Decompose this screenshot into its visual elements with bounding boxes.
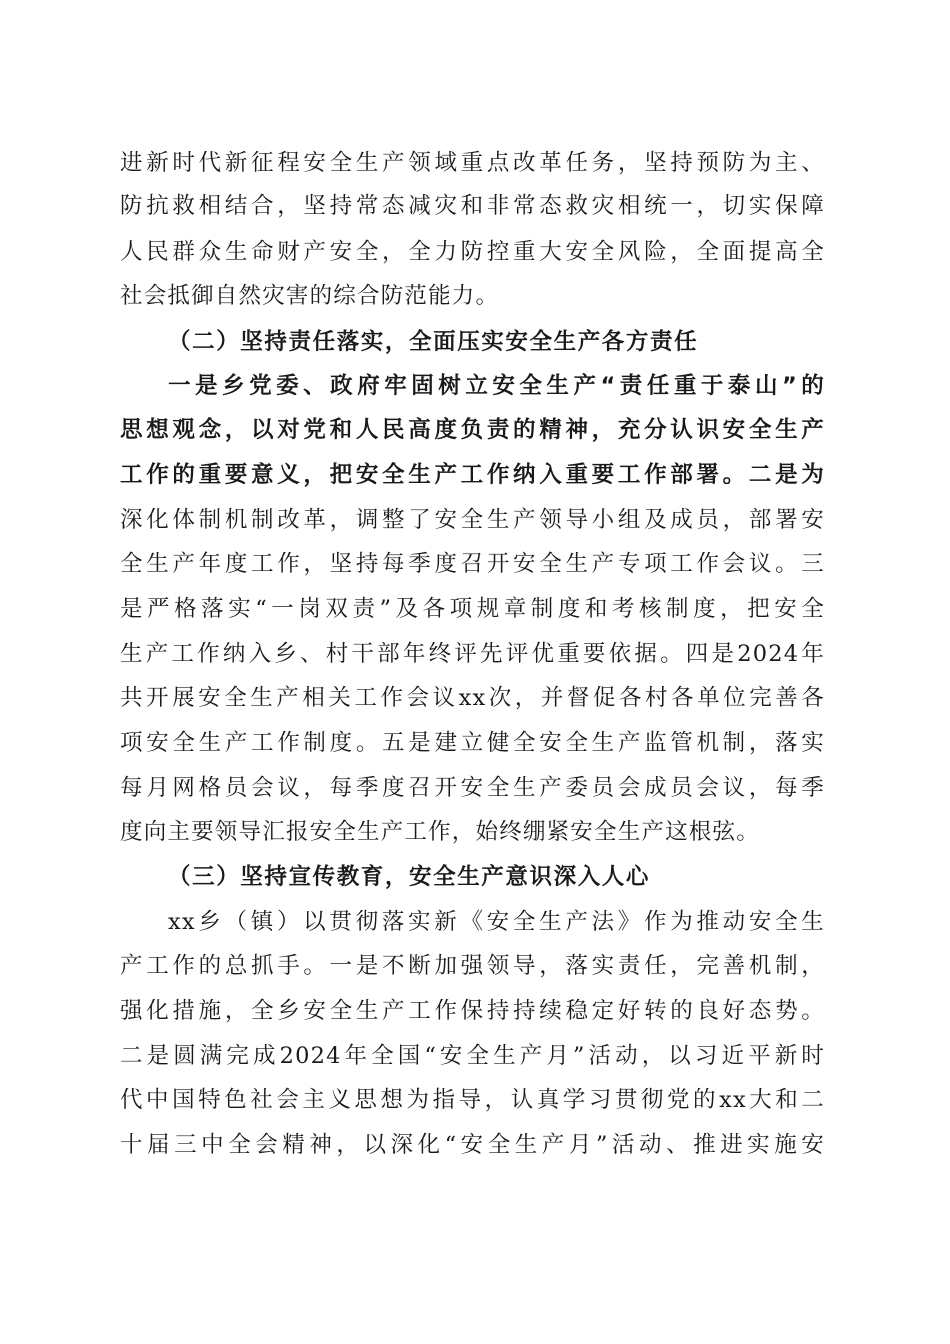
paragraph-2-line-2: 思想观念，以对党和人民高度负责的精神，充分认识安全生产 xyxy=(120,417,825,443)
paragraph-2-line-5: 全生产年度工作，坚持每季度召开安全生产专项工作会议。三 xyxy=(120,551,825,577)
paragraph-3-line-3: 强化措施，全乡安全生产工作保持持续稳定好转的良好态势。 xyxy=(120,998,825,1024)
paragraph-3-line-5: 代中国特色社会主义思想为指导，认真学习贯彻党的xx大和二 xyxy=(120,1087,825,1113)
paragraph-1-line-2: 防抗救相结合，坚持常态减灾和非常态救灾相统一，切实保障 xyxy=(120,193,825,219)
paragraph-2-line-3-bold: 工作的重要意义，把安全生产工作纳入重要工作部署。二是为 xyxy=(120,462,825,488)
section-heading-3: （三）坚持宣传教育，安全生产意识深入人心 xyxy=(168,864,651,890)
paragraph-3-line-4: 二是圆满完成2024年全国“安全生产月”活动，以习近平新时 xyxy=(120,1043,825,1069)
paragraph-2-line-7: 生产工作纳入乡、村干部年终评先评优重要依据。四是2024年 xyxy=(120,641,825,667)
section-heading-2: （二）坚持责任落实，全面压实安全生产各方责任 xyxy=(168,329,699,355)
paragraph-2-line-11: 度向主要领导汇报安全生产工作，始终绷紧安全生产这根弦。 xyxy=(120,819,760,845)
paragraph-2-line-4: 深化体制机制改革，调整了安全生产领导小组及成员，部署安 xyxy=(120,507,825,533)
paragraph-2-line-3 xyxy=(120,460,825,490)
paragraph-2-line-8: 共开展安全生产相关工作会议xx次，并督促各村各单位完善各 xyxy=(120,685,825,711)
paragraph-3-line-2: 产工作的总抓手。一是不断加强领导，落实责任，完善机制， xyxy=(120,953,825,979)
paragraph-2-line-6: 是严格落实“一岗双责”及各项规章制度和考核制度，把安全 xyxy=(120,596,825,622)
paragraph-1-line-4: 社会抵御自然灾害的综合防范能力。 xyxy=(120,283,500,309)
paragraph-3-line-6: 十届三中全会精神，以深化“安全生产月”活动、推进实施安 xyxy=(120,1132,825,1158)
paragraph-2-line-10: 每月网格员会议，每季度召开安全生产委员会成员会议，每季 xyxy=(120,775,825,801)
paragraph-3-line-1: xx乡（镇）以贯彻落实新《安全生产法》作为推动安全生 xyxy=(168,909,825,935)
paragraph-1-line-3: 人民群众生命财产安全，全力防控重大安全风险，全面提高全 xyxy=(120,239,825,265)
paragraph-2-line-9: 项安全生产工作制度。五是建立健全安全生产监管机制，落实 xyxy=(120,730,825,756)
paragraph-2-line-1: 一是乡党委、政府牢固树立安全生产“责任重于泰山”的 xyxy=(168,373,825,399)
paragraph-1-line-1: 进新时代新征程安全生产领域重点改革任务，坚持预防为主、 xyxy=(120,150,825,176)
